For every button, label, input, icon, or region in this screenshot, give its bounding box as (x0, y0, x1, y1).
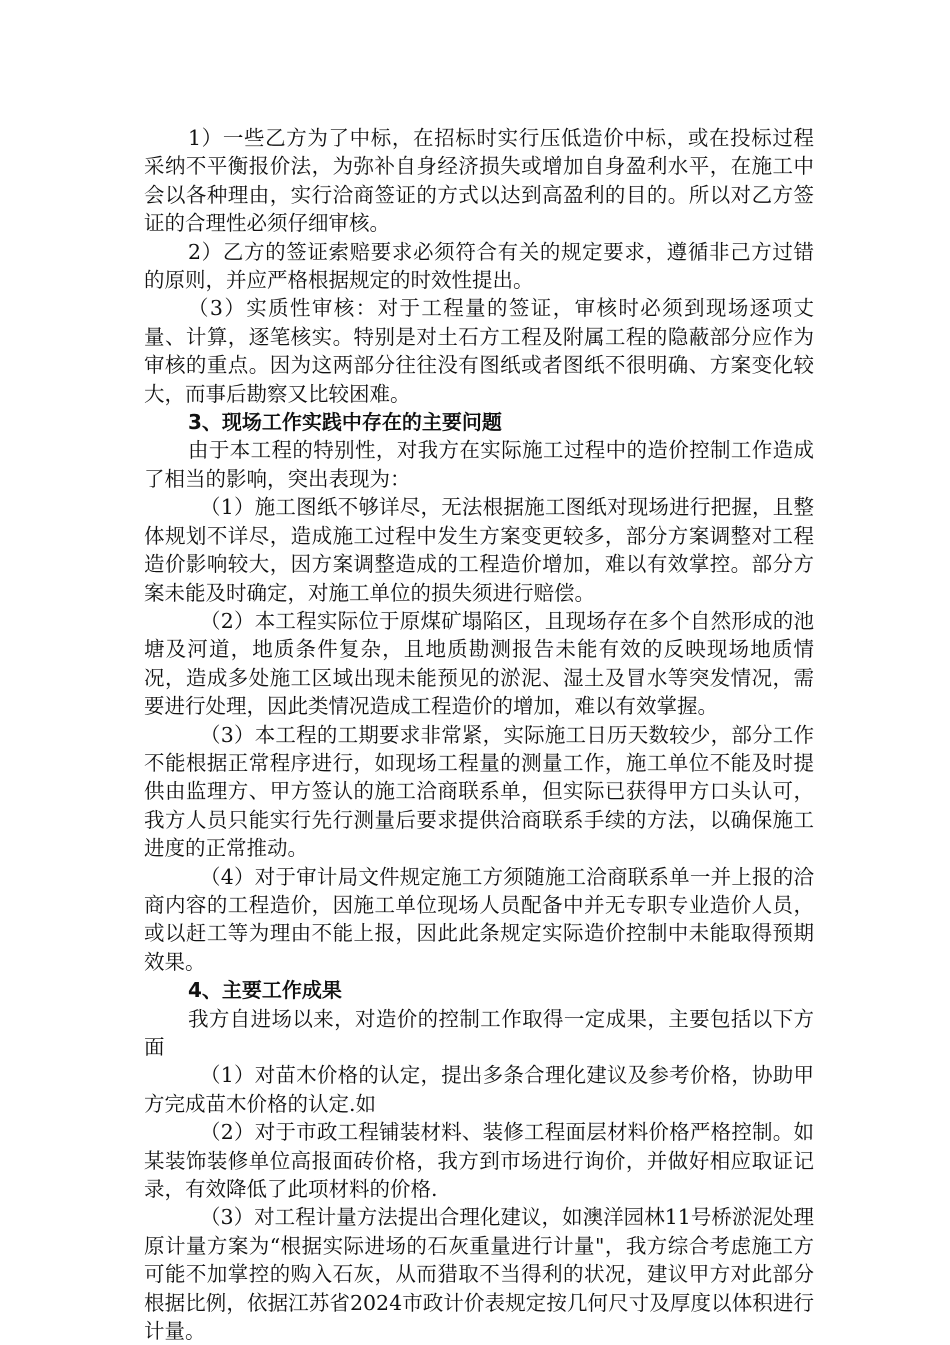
section-heading-main-results: 4、主要工作成果 (188, 978, 342, 1003)
list-item-result-3: （3）对工程计量方法提出合理化建议，如澳洋园林11号桥淤泥处理原计量方案为“根据实际进场的石灰重量进行计量"，我方综合考虑施工方可能不加掌控的购入石灰，从而猎取不当得利的状况，建议甲方对此部分根据比例，依据江苏省2024市政计价表规定按几何尺寸及厚度以体积进行计量。 (144, 1205, 814, 1344)
list-item-result-2: （2）对于市政工程铺装材料、装修工程面层材料价格严格控制。如某装饰装修单位高报面砖价格，我方到市场进行询价，并做好相应取证记录，有效降低了此项材料的价格. (144, 1120, 814, 1202)
list-item-problem-1: （1）施工图纸不够详尽，无法根据施工图纸对现场进行把握，且整体规划不详尽，造成施工过程中发生方案变更较多，部分方案调整对工程造价影响较大，因方案调整造成的工程造价增加，难以有效掌控。部分方案未能及时确定，对施工单位的损失须进行赔偿。 (144, 495, 814, 605)
paragraph-results-intro: 我方自进场以来，对造价的控制工作取得一定成果，主要包括以下方面 (144, 1006, 814, 1059)
paragraph-claim-requirements: 2）乙方的签证索赔要求必须符合有关的规定要求，遵循非己方过错的原则，并应严格根据规定的时效性提出。 (144, 239, 814, 293)
list-item-result-1: （1）对苗木价格的认定，提出多条合理化建议及参考价格，协助甲方完成苗木价格的认定.如 (144, 1063, 814, 1116)
paragraph-problems-intro: 由于本工程的特别性，对我方在实际施工过程中的造价控制工作造成了相当的影响，突出表现为： (144, 438, 814, 491)
list-item-problem-2: （2）本工程实际位于原煤矿塌陷区，且现场存在多个自然形成的池塘及河道，地质条件复杂，且地质勘测报告未能有效的反映现场地质情况，造成多处施工区域出现未能预见的淤泥、湿土及冒水等突发情况，需要进行处理，因此类情况造成工程造价的增加，难以有效掌握。 (144, 608, 814, 719)
paragraph-substantive-review: （3）实质性审核：对于工程量的签证，审核时必须到现场逐项丈量、计算，逐笔核实。特别是对土石方工程及附属工程的隐蔽部分应作为审核的重点。因为这两部分往往没有图纸或者图纸不很明确、方案变化较大，而事后勘察又比较困难。 (144, 296, 814, 406)
list-item-problem-4: （4）对于审计局文件规定施工方须随施工洽商联系单一并上报的洽商内容的工程造价，因施工单位现场人员配备中并无专职专业造价人员，或以赶工等为理由不能上报，因此此条规定实际造价控制中未能取得预期效果。 (144, 864, 814, 974)
list-item-problem-3: （3）本工程的工期要求非常紧，实际施工日历天数较少，部分工作不能根据正常程序进行，如现场工程量的测量工作，施工单位不能及时提供由监理方、甲方签认的施工洽商联系单，但实际已获得甲方口头认可，我方人员只能实行先行测量后要求提供洽商联系手续的方法，以确保施工进度的正常推动。 (144, 722, 814, 861)
document-body (144, 124, 814, 1345)
section-heading-main-problems: 3、现场工作实践中存在的主要问题 (188, 410, 502, 435)
paragraph-review-reasonableness: 1）一些乙方为了中标，在招标时实行压低造价中标，或在投标过程采纳不平衡报价法，为弥补自身经济损失或增加自身盈利水平，在施工中会以各种理由，实行洽商签证的方式以达到高盈利的目的。所以对乙方签证的合理性必须仔细审核。 (144, 126, 814, 236)
